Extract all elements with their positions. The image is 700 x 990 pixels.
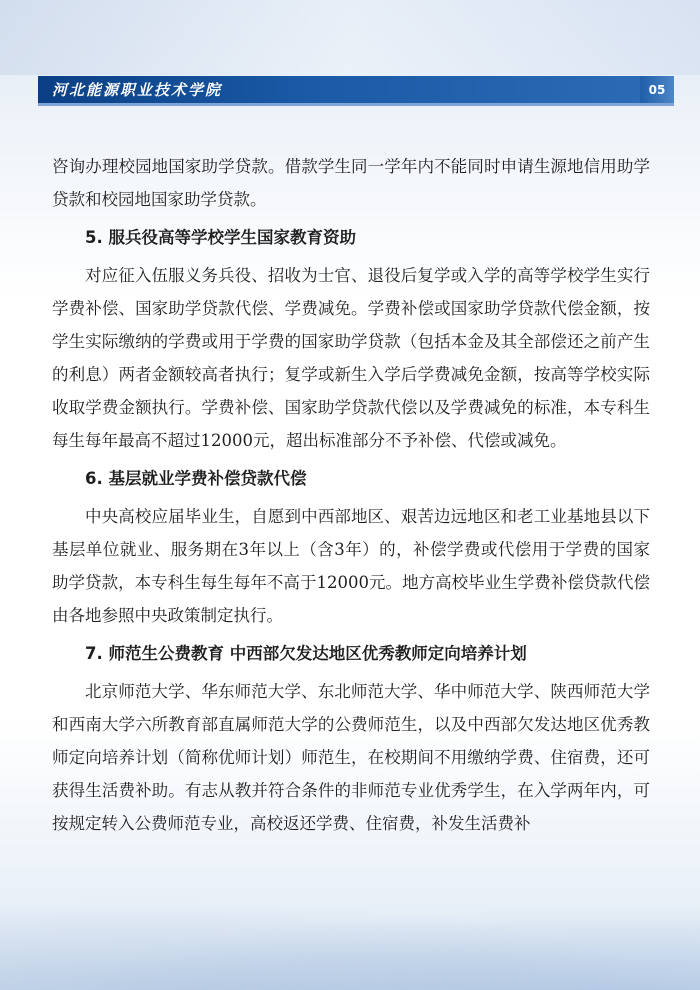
paragraph-section-7: 北京师范大学、华东师范大学、东北师范大学、华中师范大学、陕西师范大学和西南大学六所教育部直属师范大学的公费师范生，以及中西部欠发达地区优秀教师定向培养计划（简称优师计划）师范生，在校期间不用缴纳学费、住宿费，还可获得生活费补助。有志从教并符合条件的非师范专业优秀学生，在入学两年内，可按规定转入公费师范专业，高校返还学费、住宿费，补发生活费补 (52, 682, 650, 833)
paragraph-section-6: 中央高校应届毕业生，自愿到中西部地区、艰苦边远地区和老工业基地县以下基层单位就业、服务期在3年以上（含3年）的，补偿学费或代偿用于学费的国家助学贷款，本专科生每生每年不高于12000元。地方高校毕业生学费补偿贷款代偿由各地参照中央政策制定执行。 (52, 507, 650, 625)
page-number: 05 (648, 83, 666, 97)
paragraph-intro: 咨询办理校园地国家助学贷款。借款学生同一学年内不能同时申请生源地信用助学贷款和校园地国家助学贷款。 (52, 157, 650, 209)
section-heading-6: 6. 基层就业学费补偿贷款代偿 (85, 469, 307, 488)
page-body (52, 150, 650, 840)
section-heading-7: 7. 师范生公费教育 中西部欠发达地区优秀教师定向培养计划 (85, 644, 527, 663)
footer-decoration (0, 900, 700, 990)
header-background (0, 0, 700, 75)
paragraph-section-5: 对应征入伍服义务兵役、招收为士官、退役后复学或入学的高等学校学生实行学费补偿、国家助学贷款代偿、学费减免。学费补偿或国家助学贷款代偿金额，按学生实际缴纳的学费或用于学费的国家助学贷款（包括本金及其全部偿还之前产生的利息）两者金额较高者执行；复学或新生入学后学费减免金额，按高等学校实际收取学费金额执行。学费补偿、国家助学贷款代偿以及学费减免的标准，本专科生每生每年最高不超过12000元，超出标准部分不予补偿、代偿或减免。 (52, 266, 650, 450)
college-name: 河北能源职业技术学院 (52, 81, 223, 99)
header-divider (38, 103, 674, 106)
section-heading-5: 5. 服兵役高等学校学生国家教育资助 (85, 228, 356, 247)
